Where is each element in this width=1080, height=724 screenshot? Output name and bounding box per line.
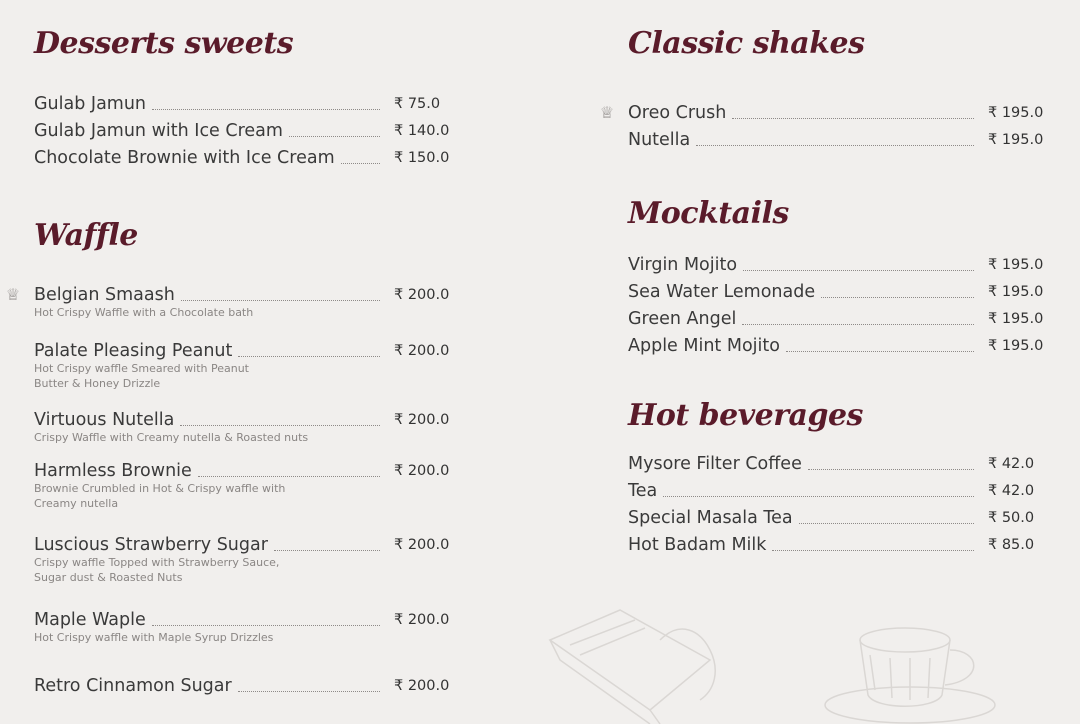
- leader-dots: [238, 356, 380, 357]
- item-price: ₹ 85.0: [988, 537, 1035, 553]
- item-price: ₹ 195.0: [988, 105, 1044, 121]
- leader-dots: [742, 324, 974, 325]
- item-name: Nutella: [628, 130, 696, 150]
- item-price: ₹ 42.0: [988, 483, 1035, 499]
- item-name: Retro Cinnamon Sugar: [34, 676, 238, 696]
- item-name: Gulab Jamun: [34, 94, 152, 114]
- menu-item[interactable]: [628, 334, 1044, 358]
- item-name: Luscious Strawberry Sugar: [34, 535, 274, 555]
- item-price: ₹ 200.0: [394, 412, 450, 428]
- item-price: ₹ 200.0: [394, 343, 450, 359]
- cake-sketch-icon: [540, 600, 740, 724]
- item-price: ₹ 195.0: [988, 338, 1044, 354]
- menu-item[interactable]: [628, 452, 1044, 476]
- menu-item[interactable]: [5, 283, 450, 320]
- leader-dots: [799, 523, 974, 524]
- item-price: ₹ 195.0: [988, 132, 1044, 148]
- leader-dots: [180, 425, 380, 426]
- leader-dots: [808, 469, 974, 470]
- leader-dots: [772, 550, 974, 551]
- leader-dots: [732, 118, 974, 119]
- item-name: Tea: [628, 481, 663, 501]
- item-price: ₹ 200.0: [394, 287, 450, 303]
- menu-item[interactable]: [34, 408, 450, 445]
- leader-dots: [821, 297, 974, 298]
- item-description: Hot Crispy Waffle with a Chocolate bath: [34, 306, 254, 319]
- item-price: ₹ 195.0: [988, 284, 1044, 300]
- item-name: Sea Water Lemonade: [628, 282, 821, 302]
- menu-item[interactable]: [628, 280, 1044, 304]
- item-price: ₹ 50.0: [988, 510, 1035, 526]
- leader-dots: [181, 300, 380, 301]
- leader-dots: [786, 351, 974, 352]
- item-price: ₹ 200.0: [394, 678, 450, 694]
- leader-dots: [663, 496, 974, 497]
- chef-hat-icon: ♕: [5, 285, 21, 304]
- menu-item[interactable]: [628, 128, 1044, 152]
- menu-item[interactable]: [628, 307, 1044, 331]
- menu-item[interactable]: [599, 101, 1044, 125]
- leader-dots: [274, 550, 380, 551]
- item-price: ₹ 200.0: [394, 612, 450, 628]
- menu-item[interactable]: [34, 533, 450, 585]
- menu-item[interactable]: [628, 506, 1044, 530]
- menu-item[interactable]: [34, 608, 450, 645]
- section-title-mocktails: Mocktails: [628, 196, 789, 231]
- item-name: Green Angel: [628, 309, 742, 329]
- item-name: Mysore Filter Coffee: [628, 454, 808, 474]
- leader-dots: [341, 163, 380, 164]
- chef-hat-icon: ♕: [599, 103, 615, 122]
- coffee-cup-sketch-icon: [820, 620, 1010, 724]
- item-name: Gulab Jamun with Ice Cream: [34, 121, 289, 141]
- item-name: Special Masala Tea: [628, 508, 799, 528]
- section-title-hot-beverages: Hot beverages: [628, 398, 863, 433]
- menu-item[interactable]: [34, 119, 450, 143]
- item-price: ₹ 75.0: [394, 96, 441, 112]
- item-name: Palate Pleasing Peanut: [34, 341, 238, 361]
- section-title-desserts: Desserts sweets: [34, 26, 294, 61]
- menu-item[interactable]: [34, 674, 450, 698]
- item-description: Crispy waffle Topped with Strawberry Sauce, Sugar dust & Roasted Nuts: [34, 556, 280, 584]
- menu-item[interactable]: [628, 533, 1044, 557]
- leader-dots: [289, 136, 380, 137]
- leader-dots: [152, 109, 380, 110]
- menu-item[interactable]: [34, 459, 450, 511]
- menu-item[interactable]: [34, 339, 450, 391]
- item-price: ₹ 150.0: [394, 150, 450, 166]
- menu-item[interactable]: [628, 479, 1044, 503]
- item-name: Oreo Crush: [628, 103, 732, 123]
- item-description: Hot Crispy waffle with Maple Syrup Drizzles: [34, 631, 274, 644]
- section-title-waffle: Waffle: [34, 218, 138, 253]
- item-name: Hot Badam Milk: [628, 535, 772, 555]
- section-title-classic-shakes: Classic shakes: [628, 26, 865, 61]
- item-name: Maple Waple: [34, 610, 152, 630]
- item-name: Virgin Mojito: [628, 255, 743, 275]
- leader-dots: [198, 476, 380, 477]
- leader-dots: [743, 270, 974, 271]
- item-price: ₹ 195.0: [988, 257, 1044, 273]
- item-price: ₹ 195.0: [988, 311, 1044, 327]
- item-price: ₹ 140.0: [394, 123, 450, 139]
- item-price: ₹ 42.0: [988, 456, 1035, 472]
- leader-dots: [238, 691, 380, 692]
- item-name: Apple Mint Mojito: [628, 336, 786, 356]
- item-description: Hot Crispy waffle Smeared with Peanut Butter & Honey Drizzle: [34, 362, 249, 390]
- item-name: Harmless Brownie: [34, 461, 198, 481]
- item-name: Chocolate Brownie with Ice Cream: [34, 148, 341, 168]
- leader-dots: [696, 145, 974, 146]
- item-name: Belgian Smaash: [34, 285, 181, 305]
- item-price: ₹ 200.0: [394, 537, 450, 553]
- item-description: Brownie Crumbled in Hot & Crispy waffle with Creamy nutella: [34, 482, 286, 510]
- item-price: ₹ 200.0: [394, 463, 450, 479]
- item-name: Virtuous Nutella: [34, 410, 180, 430]
- item-description: Crispy Waffle with Creamy nutella & Roasted nuts: [34, 431, 309, 444]
- menu-item[interactable]: [628, 253, 1044, 277]
- menu-item[interactable]: [34, 92, 450, 116]
- menu-item[interactable]: [34, 146, 450, 170]
- leader-dots: [152, 625, 380, 626]
